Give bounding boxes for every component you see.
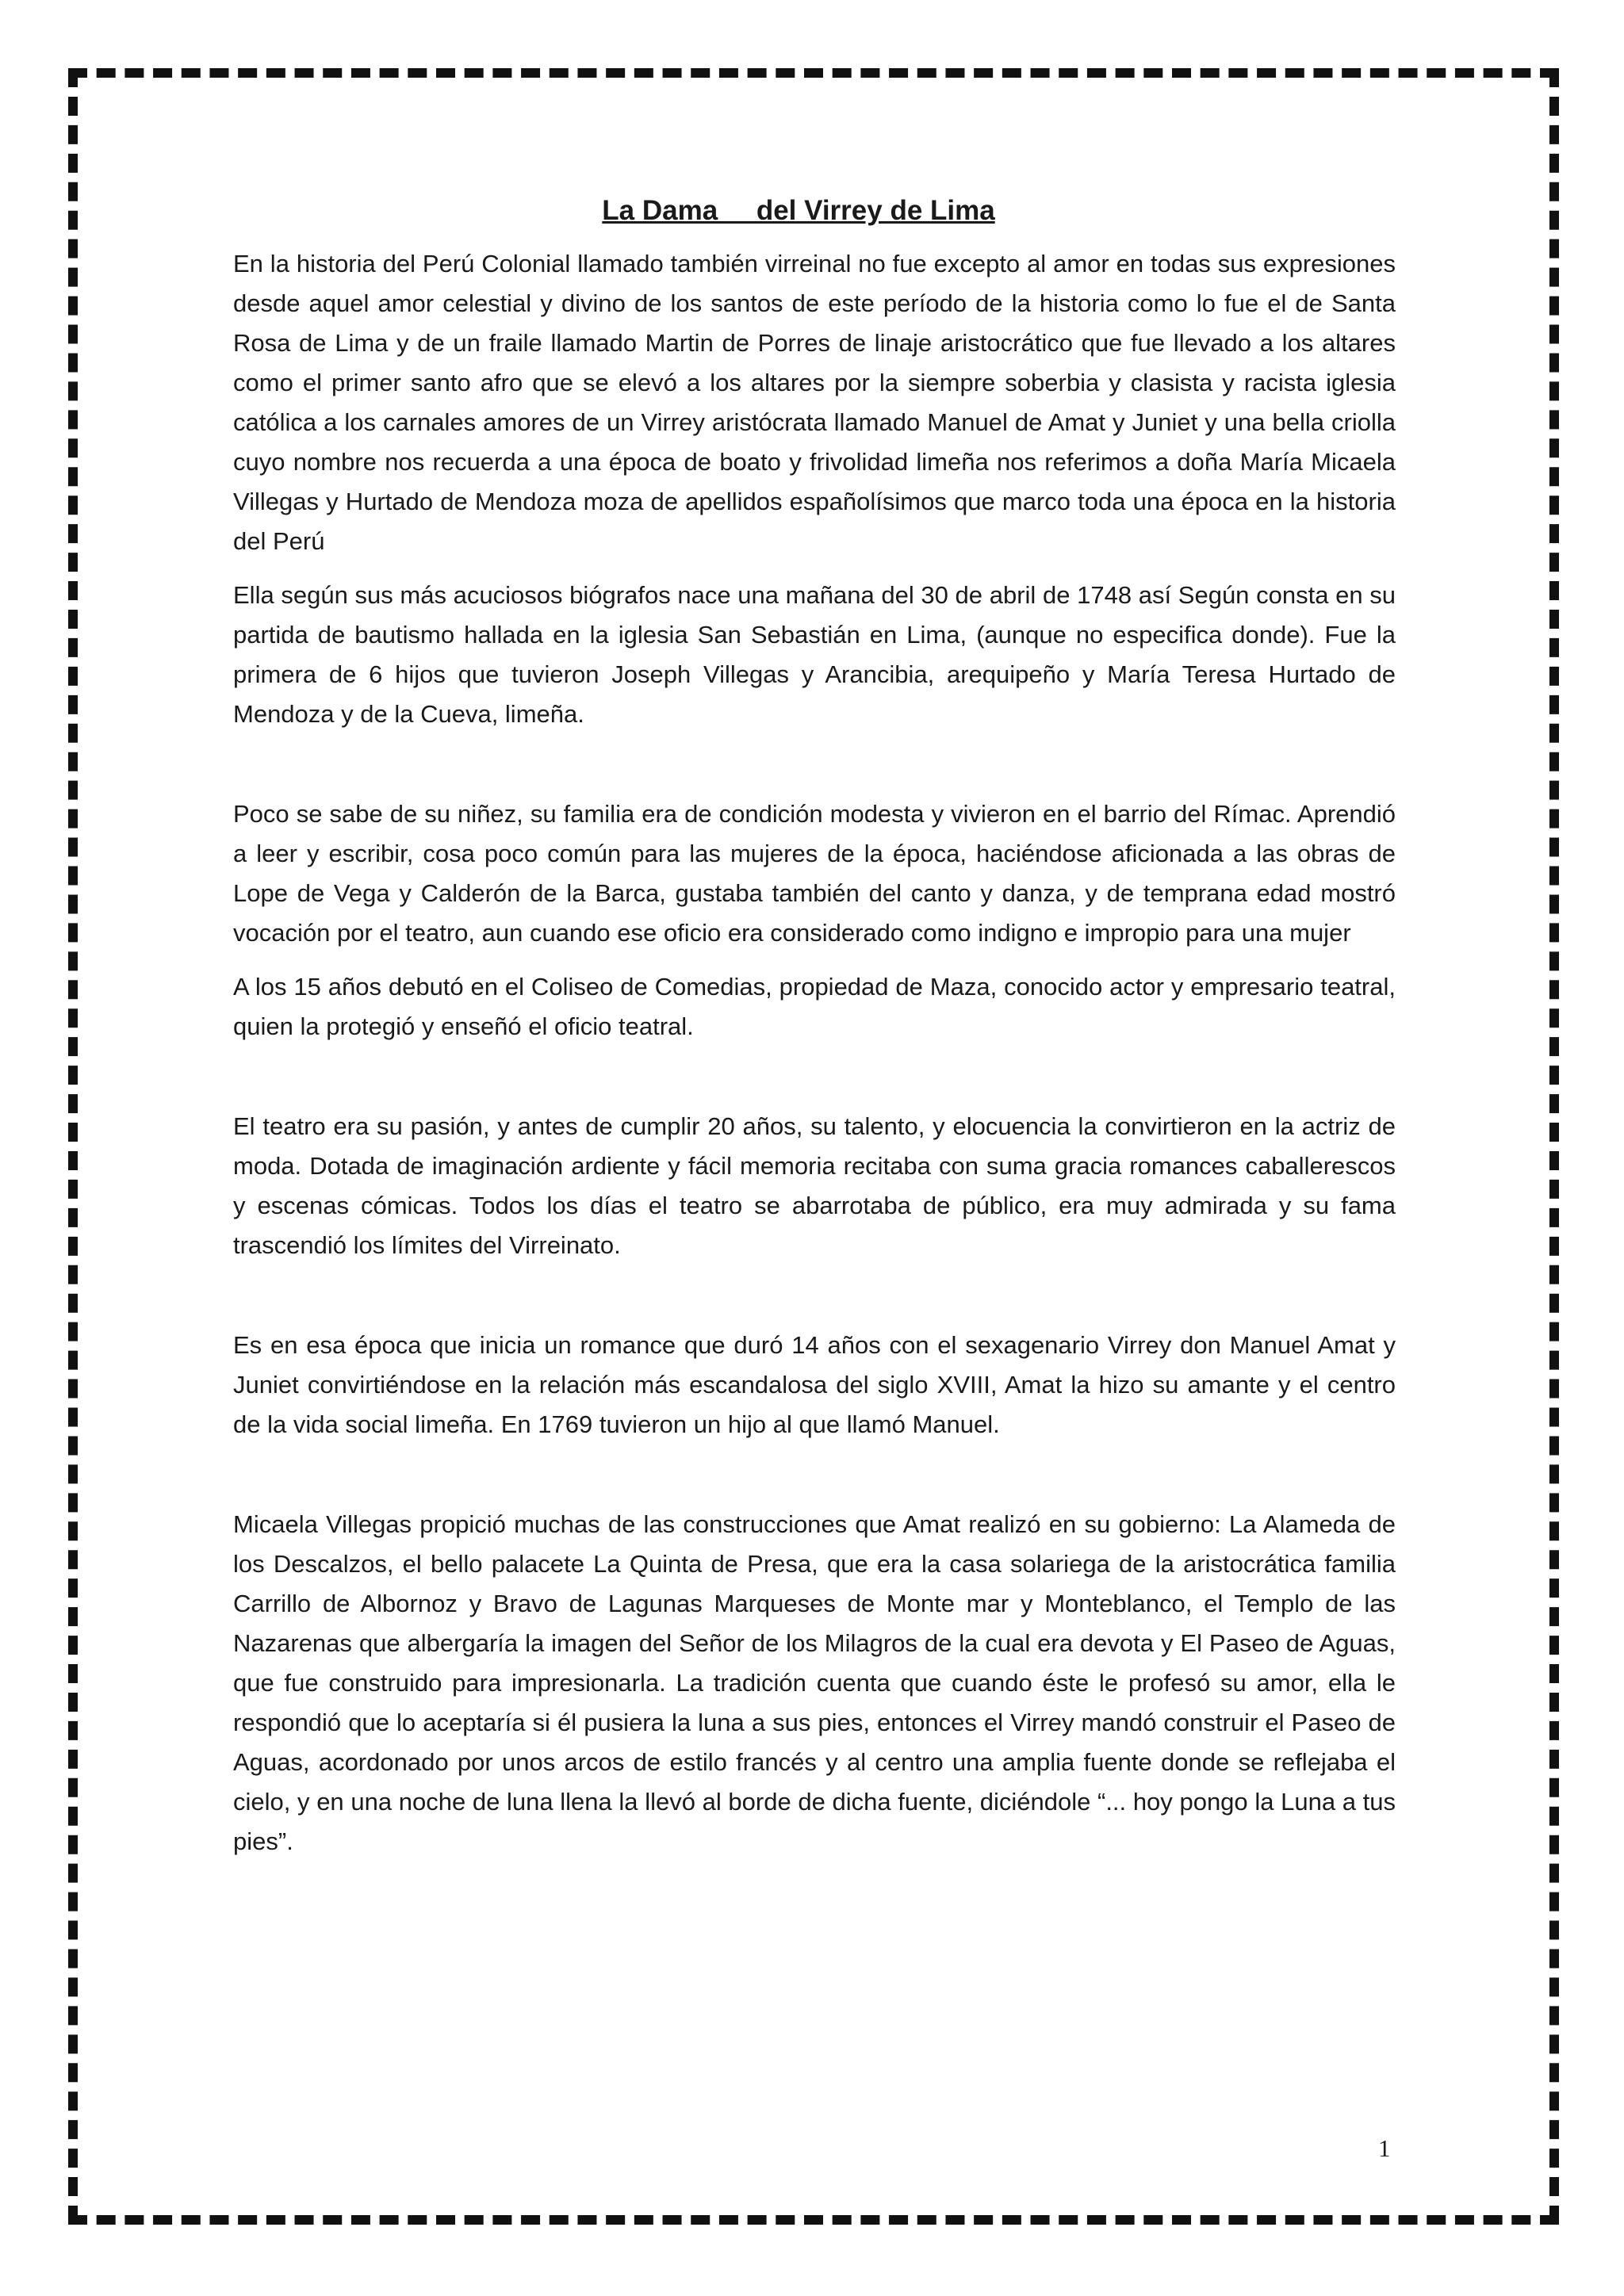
- paragraph-spacer: [233, 1280, 1396, 1326]
- document-title: La Dama del Virrey de Lima: [602, 195, 995, 226]
- paragraph-spacer: [233, 1061, 1396, 1107]
- paragraph-1: En la historia del Perú Colonial llamado también virreinal no fue excepto al amor en todas sus expresiones desde aquel amor celestial y divino de los santos de este período de la historia como lo fue el de Santa Rosa de Lima y de un fraile llamado Martin de Porres de linaje aristocrático que fue llevado a los altares como el primer santo afro que se elevó a los altares por la siempre soberbia y clasista y racista iglesia católica a los carnales amores de un Virrey aristócrata llamado Manuel de Amat y Juniet y una bella criolla cuyo nombre nos recuerda a una época de boato y frivolidad limeña nos referimos a doña María Micaela Villegas y Hurtado de Mendoza moza de apellidos españolísimos que marco toda una época en la historia del Perú: [233, 250, 1396, 555]
- paragraph-7: Micaela Villegas propició muchas de las construcciones que Amat realizó en su gobierno: La Alameda de los Descalzos, el bello palacete La Quinta de Presa, que era la casa solariega de la aristocrática familia Carrillo de Albornoz y Bravo de Lagunas Marqueses de Monte mar y Monteblanco, el Templo de las Nazarenas que albergaría la imagen del Señor de los Milagros de la cual era devota y El Paseo de Aguas, que fue construido para impresionarla. La tradición cuenta que cuando éste le profesó su amor, ella le respondió que lo aceptaría si él pusiera la luna a sus pies, entonces el Virrey mandó construir el Paseo de Aguas, acordonado por unos arcos de estilo francés y al centro una amplia fuente donde se reflejaba el cielo, y en una noche de luna llena la llevó al borde de dicha fuente, diciéndole “... hoy pongo la Luna a tus pies”.: [233, 1510, 1396, 1855]
- document-body: [233, 195, 1396, 1876]
- paragraph-spacer: [233, 1459, 1396, 1505]
- paragraph-4: A los 15 años debutó en el Coliseo de Comedias, propiedad de Maza, conocido actor y empresario teatral, quien la protegió y enseñó el oficio teatral.: [233, 973, 1396, 1040]
- paragraph-6: Es en esa época que inicia un romance que duró 14 años con el sexagenario Virrey don Manuel Amat y Juniet convirtiéndose en la relación más escandalosa del siglo XVIII, Amat la hizo su amante y el centro de la vida social limeña. En 1769 tuvieron un hijo al que llamó Manuel.: [233, 1331, 1396, 1438]
- paragraph-3: Poco se sabe de su niñez, su familia era de condición modesta y vivieron en el barrio del Rímac. Aprendió a leer y escribir, cosa poco común para las mujeres de la época, haciéndose aficionada a las obras de Lope de Vega y Calderón de la Barca, gustaba también del canto y danza, y de temprana edad mostró vocación por el teatro, aun cuando ese oficio era considerado como indigno e impropio para una mujer: [233, 800, 1396, 947]
- paragraph-spacer: [233, 748, 1396, 794]
- paragraph-5: El teatro era su pasión, y antes de cumplir 20 años, su talento, y elocuencia la convirtieron en la actriz de moda. Dotada de imaginación ardiente y fácil memoria recitaba con suma gracia romances caballerescos y escenas cómicas. Todos los días el teatro se abarrotaba de público, era muy admirada y su fama trascendió los límites del Virreinato.: [233, 1112, 1396, 1259]
- paragraph-2: Ella según sus más acuciosos biógrafos nace una mañana del 30 de abril de 1748 así Según consta en su partida de bautismo hallada en la iglesia San Sebastián en Lima, (aunque no especifica donde). Fue la primera de 6 hijos que tuvieron Joseph Villegas y Arancibia, arequipeño y María Teresa Hurtado de Mendoza y de la Cueva, limeña.: [233, 581, 1396, 728]
- page-number: 1: [1378, 2134, 1391, 2162]
